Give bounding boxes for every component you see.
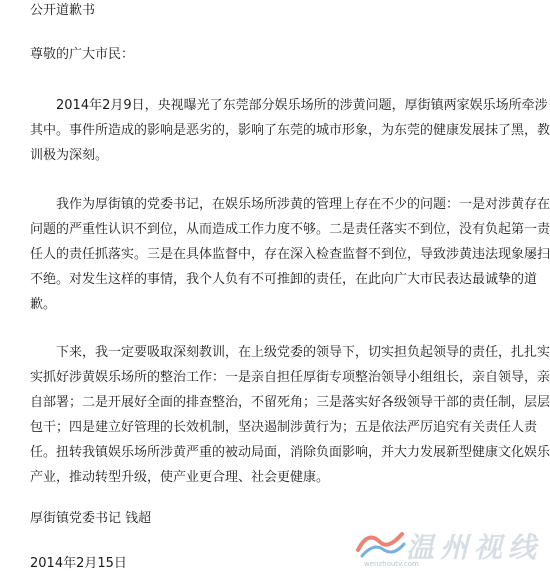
paragraph-line: 其中。事件所造成的影响是恶劣的，影响了东莞的城市形象，为东莞的健康发展抹了黑，教 xyxy=(30,123,550,138)
paragraph-line: 我作为厚街镇的党委书记，在娱乐场所涉黄的管理上存在不少的问题：一是对涉黄存在 xyxy=(30,197,550,212)
paragraph-line: 实抓好涉黄娱乐场所的整治工作：一是亲自担任厚街专项整治领导小组组长，亲自领导，亲 xyxy=(30,370,550,385)
paragraph-3 xyxy=(30,340,550,490)
watermark-logo-icon xyxy=(354,520,408,564)
paragraph-line: 问题的严重性认识不到位，从而造成工作力度不够。二是责任落实不到位，没有负起第一责 xyxy=(30,222,550,237)
paragraph-line: 下来，我一定要吸取深刻教训，在上级党委的领导下，切实担负起领导的责任，扎扎实 xyxy=(30,345,550,360)
letter-title: 公开道歉书 xyxy=(30,3,96,18)
letter-date: 2014年2月15日 xyxy=(30,556,127,571)
paragraph-1 xyxy=(30,93,550,168)
watermark-url: wenzhoutv.com xyxy=(364,560,419,568)
paragraph-line: 任。扭转我镇娱乐场所涉黄严重的被动局面，消除负面影响，并大力发展新型健康文化娱乐 xyxy=(30,445,550,460)
watermark xyxy=(354,520,550,572)
watermark-text: 温州视线 xyxy=(406,531,543,564)
paragraph-line: 2014年2月9日，央视曝光了东莞部分娱乐场所的涉黄问题，厚街镇两家娱乐场所牵涉 xyxy=(30,98,548,113)
paragraph-line: 自部署；二是开展好全面的排查整治，不留死角；三是落实好各级领导干部的责任制，层层 xyxy=(30,395,550,410)
paragraph-line: 任人的责任抓落实。三是在具体监督中，存在深入检查监督不到位，导致涉黄违法现象屡扫 xyxy=(30,247,550,262)
paragraph-line: 歉。 xyxy=(30,297,57,312)
paragraph-2 xyxy=(30,192,550,317)
paragraph-line: 包干；四是建立好管理的长效机制，坚决遏制涉黄行为；五是依法严厉追究有关责任人责 xyxy=(30,420,538,435)
paragraph-line: 不绝。对发生这样的事情，我个人负有不可推卸的责任，在此向广大市民表达最诚挚的道 xyxy=(30,272,538,287)
letter-signature: 厚街镇党委书记 钱超 xyxy=(30,511,152,526)
paragraph-line: 训极为深刻。 xyxy=(30,148,109,163)
letter-greeting: 尊敬的广大市民： xyxy=(30,47,135,62)
paragraph-line: 产业，推动转型升级，使产业更合理、社会更健康。 xyxy=(30,470,330,485)
